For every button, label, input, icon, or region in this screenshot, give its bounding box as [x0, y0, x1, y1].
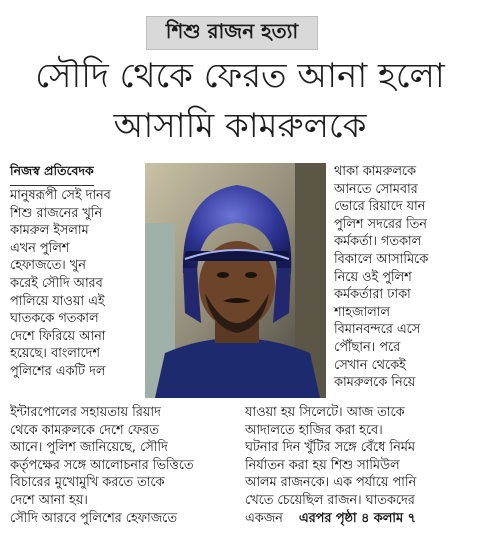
headline-line-2: আসামি কামরুলকে [113, 106, 367, 146]
text-line: থেকে কামরুলকে দেশে ফেরত [10, 422, 159, 438]
text-fragment: একজন [245, 510, 283, 526]
text-line: ঘটনার দিন খুঁটির সঙ্গে বেঁধে নির্মম [245, 440, 415, 456]
text-line: কর্তৃপক্ষের সঙ্গে আলোচনার ভিত্তিতে [10, 457, 194, 473]
text-line: হয়েছে। বাংলাদেশ [10, 346, 100, 362]
text-line: আনতে সোমবার [334, 181, 418, 197]
byline: নিজস্ব প্রতিবেদক [10, 163, 94, 186]
text-line: করেই সৌদি আরব [10, 275, 103, 291]
text-line: আলম রাজনকে। এক পর্যায়ে পানি [245, 475, 417, 491]
text-line: বিমানবন্দরে এসে [334, 322, 421, 338]
text-line: ঘাতককে গতকাল [10, 311, 99, 327]
headline-line-1: সৌদি থেকে ফেরত আনা হলো [35, 56, 445, 96]
text-line: বিকালে আসামিকে [334, 251, 429, 267]
text-line: কামরুল ইসলাম [10, 223, 89, 239]
text-line-last [245, 510, 471, 528]
text-line: দেশে ফিরিয়ে আনা [10, 328, 106, 344]
text-line: পৌঁছান। পরে [334, 339, 401, 355]
column-left [10, 187, 138, 381]
text-line: হেফাজতে। খুন [10, 258, 86, 274]
text-line: এখন পুলিশ [10, 240, 70, 256]
text-line: কামরুলকে নিয়ে [334, 375, 416, 391]
text-line: পুলিশের একটি দল [10, 363, 106, 379]
text-line: পালিয়ে যাওয়া এই [10, 293, 105, 309]
kicker-label: শিশু রাজন হত্যা [146, 16, 318, 50]
text-line: নির্যাতন করা হয় শিশু সামিউল [245, 457, 400, 473]
news-photo [145, 163, 326, 398]
text-line: শাহজালাল [334, 304, 390, 320]
text-line: আনে। পুলিশ জানিয়েছে, সৌদি [10, 440, 168, 456]
text-line: খেতে চেয়েছিল রাজন। ঘাতকদের [245, 492, 415, 508]
text-line: সৌদি আরবে পুলিশের হেফাজতে [10, 510, 177, 526]
text-line: ভোরে রিয়াদে যান [334, 199, 426, 215]
text-line: থাকা কামরুলকে [334, 164, 416, 179]
continuation-note: এরপর পৃষ্ঠা ৪ কলাম ৭ [298, 510, 416, 526]
text-line: কর্মকর্তা। গতকাল [334, 234, 422, 250]
text-line: সেখান থেকেই [334, 357, 406, 373]
text-line: নিয়ে ওই পুলিশ [334, 269, 412, 285]
text-line: মানুষরূপী সেই দানব [10, 188, 111, 203]
column-right-bottom [245, 404, 471, 527]
text-line: যাওয়া হয় সিলেটে। আজ তাকে [245, 405, 405, 420]
text-line: কর্মকর্তারা ঢাকা [334, 287, 411, 303]
column-left-wide [10, 404, 240, 527]
text-line: আদালতে হাজির করা হবে। [245, 422, 383, 438]
column-right [334, 163, 470, 392]
text-line: ইন্টারপোলের সহায়তায় রিয়াদ [10, 405, 161, 420]
text-line: পুলিশ সদরের তিন [334, 216, 427, 232]
text-line: দেশে আনা হয়। [10, 492, 88, 508]
accused-photo-image [145, 163, 326, 398]
text-line: বিচারের মুখোমুখি করতে তাকে [10, 475, 165, 491]
text-line: শিশু রাজনের খুনি [10, 205, 103, 221]
